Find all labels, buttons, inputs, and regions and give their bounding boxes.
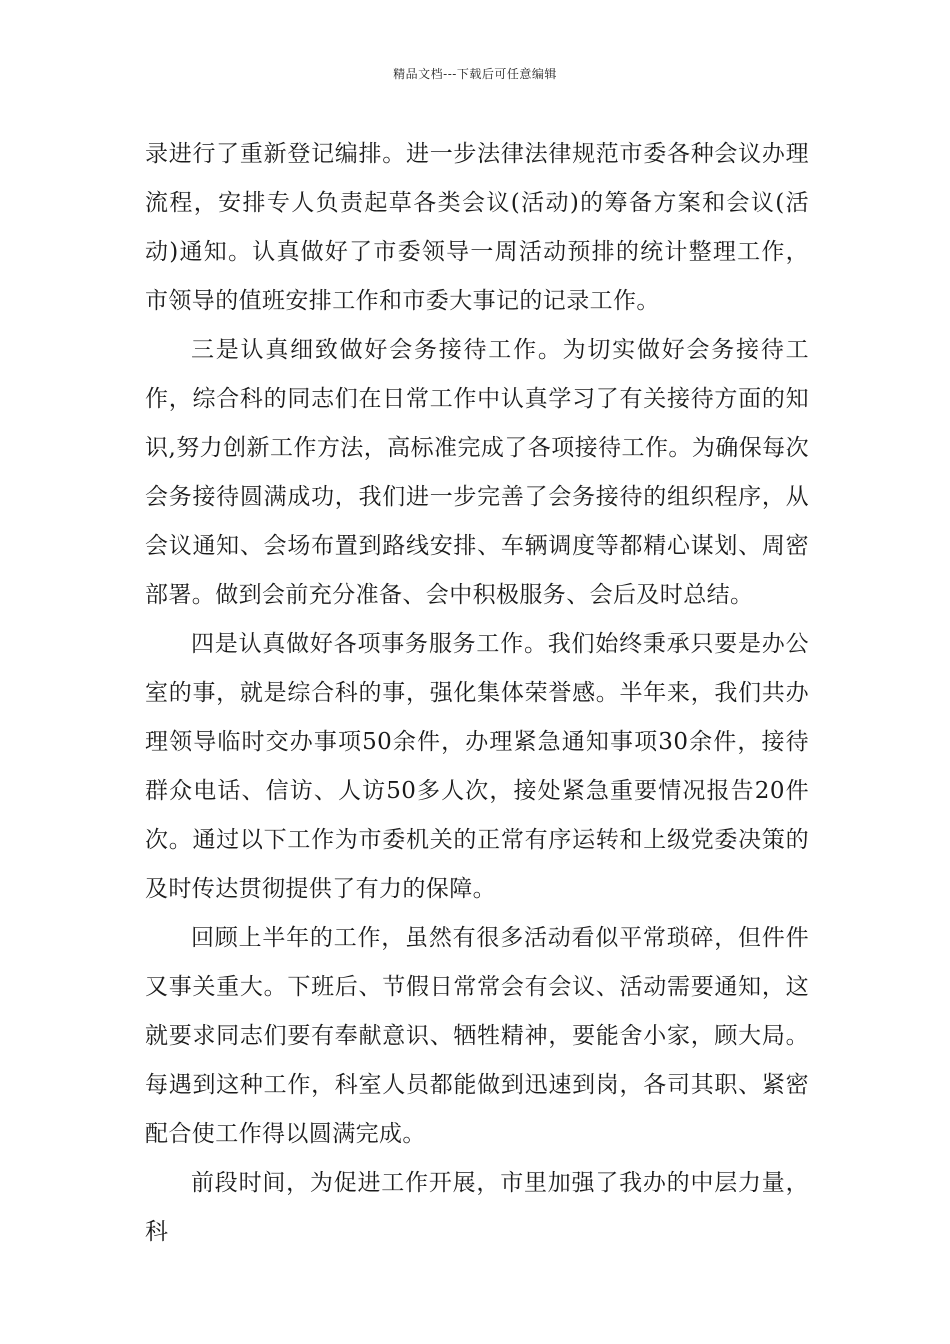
paragraph-affairs-service: 四是认真做好各项事务服务工作。我们始终秉承只要是办公室的事，就是综合科的事，强化集体荣誉感。半年来，我们共办理领导临时交办事项50余件，办理紧急通知事项30余件，接待群众电话、信访、人访50多人次，接处紧急重要情况报告20件次。通过以下工作为市委机关的正常有序运转和上级党委决策的及时传达贯彻提供了有力的保障。 [145,631,809,902]
document-body [145,130,809,1257]
paragraph-continuation: 录进行了重新登记编排。进一步法律法律规范市委各种会议办理流程，安排专人负责起草各类会议(活动)的筹备方案和会议(活动)通知。认真做好了市委领导一周活动预排的统计整理工作，市领导的值班安排工作和市委大事记的记录工作。 [145,141,809,314]
page-header: 精品文档---下载后可任意编辑 [393,67,557,81]
paragraph-recent: 前段时间，为促进工作开展，市里加强了我办的中层力量，科 [145,1170,809,1245]
paragraph-reception-work: 三是认真细致做好会务接待工作。为切实做好会务接待工作，综合科的同志们在日常工作中认真学习了有关接待方面的知识,努力创新工作方法，高标准完成了各项接待工作。为确保每次会务接待圆满成功，我们进一步完善了会务接待的组织程序，从会议通知、会场布置到路线安排、车辆调度等都精心谋划、周密部署。做到会前充分准备、会中积极服务、会后及时总结。 [145,337,809,608]
paragraph-review: 回顾上半年的工作，虽然有很多活动看似平常琐碎，但件件又事关重大。下班后、节假日常常会有会议、活动需要通知，这就要求同志们要有奉献意识、牺牲精神，要能舍小家，顾大局。每遇到这种工作，科室人员都能做到迅速到岗，各司其职、紧密配合使工作得以圆满完成。 [145,925,809,1147]
